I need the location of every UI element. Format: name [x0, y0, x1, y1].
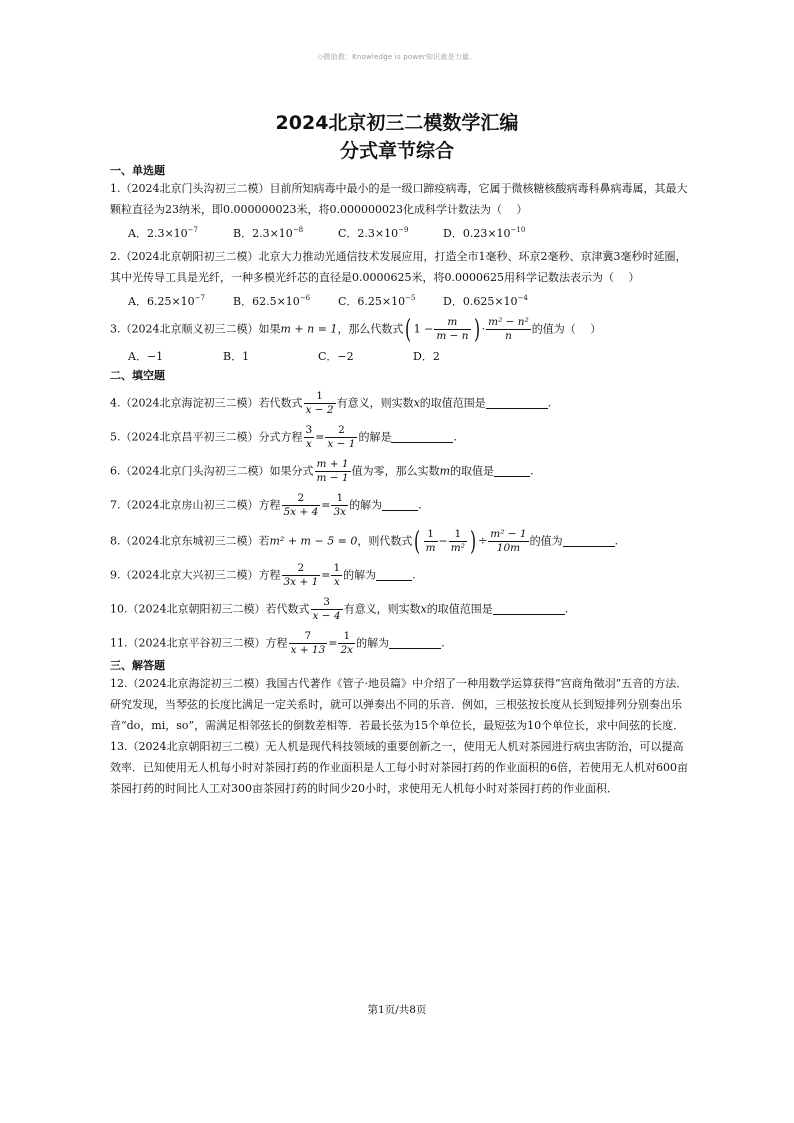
- q2-option-a: A．$6.25\times 10^{-7}$: [128, 294, 205, 308]
- question-3-options: [110, 346, 690, 367]
- question-2: 2.（2024北京朝阳初三二模）北京大力推动光通信技术发展应用，打造全市1毫秒、环京2毫秒、京津冀3毫秒时延圈，其中光传导工具是光纤，一种多模光纤芯的直径是0.0000625米，将0.0000625用科学记数法表示为（ ）: [110, 250, 687, 284]
- fraction: $\frac{m}{m - n}$: [436, 316, 469, 342]
- fraction: $\frac{\text{m² − 1}}{10m}$: [490, 528, 527, 554]
- page-subtitle: 分式章节综合: [339, 140, 454, 162]
- title-block: [0, 110, 794, 164]
- page-number: 第1页/共8页: [367, 1004, 427, 1016]
- q1-option-a: A．$2.3\times 10^{-7}$: [128, 226, 198, 240]
- fraction: $\frac{2}{x - 1}$: [327, 424, 356, 450]
- section-single-choice: 一、单选题: [110, 164, 165, 177]
- question-2-options: [110, 291, 690, 312]
- page-title: 2024北京初三二模数学汇编: [275, 112, 519, 134]
- left-paren: (: [414, 526, 421, 557]
- answer-blank: [494, 464, 530, 477]
- answer-blank: [493, 602, 565, 615]
- fraction: $\frac{m + 1}{m - 1}$: [316, 458, 349, 484]
- fraction: $\frac{1}{x - 2}$: [305, 390, 334, 416]
- fraction: $\frac{3}{x - 4}$: [312, 596, 341, 622]
- question-9: 9.（2024北京大兴初三二模）方程 $\frac{2}{3x + 1}$ = $\frac{1}{x}$ 的解为 .: [110, 562, 416, 588]
- watermark-text: ◇微助教：Knowledge is power知识就是力量。: [317, 53, 477, 61]
- fraction: $\frac{2}{5x + 4}$: [283, 492, 319, 518]
- fraction: $\frac{2}{3x + 1}$: [283, 562, 319, 588]
- right-paren: ): [469, 526, 477, 557]
- right-paren: ): [473, 314, 480, 345]
- question-5: 5.（2024北京昌平初三二模）分式方程 $\frac{3}{x}$ = $\frac{2}{x - 1}$ 的解是 .: [110, 424, 457, 450]
- question-10: 10.（2024北京朝阳初三二模）若代数式 $\frac{3}{x - 4}$ 有意义，则实数x的取值范围是 .: [110, 596, 569, 622]
- question-13: 13.（2024北京朝阳初三二模）无人机是现代科技领域的重要创新之一，使用无人机对茶园进行病虫害防治，可以提高效率．已知使用无人机每小时对茶园打药的作业面积是人工每小时对茶园打药的作业面积的6倍，若使用无人机对600亩茶园打药的时间比人工对300亩茶园打药的时间少20小时，求使用无人机每小时对茶园打药的作业面积．: [110, 740, 688, 795]
- answer-blank: [389, 636, 441, 649]
- fraction: $\frac{1}{3x}$: [333, 492, 347, 518]
- question-11: 11.（2024北京平谷初三二模）方程 $\frac{7}{x + 13}$ = $\frac{1}{2x}$ 的解为 .: [110, 630, 445, 656]
- q1-option-c: C．$2.3\times 10^{-9}$: [338, 226, 409, 240]
- answer-blank: [563, 534, 615, 547]
- q2-option-c: C．$6.25\times 10^{-5}$: [338, 294, 416, 308]
- q3-option-d: D．2: [413, 350, 440, 363]
- q2-option-d: D．$0.625\times 10^{-4}$: [443, 294, 528, 308]
- answer-blank: [382, 498, 418, 511]
- fraction: $\frac{1}{2x}$: [340, 630, 354, 656]
- fraction: $\frac{1}{m}$: [425, 528, 436, 554]
- q1-option-d: D．$0.23\times 10^{-10}$: [443, 226, 526, 240]
- fraction: $\frac{1}{\text{m²}}$: [450, 528, 465, 554]
- answer-blank: [486, 396, 548, 409]
- fraction: $\frac{3}{x}$: [305, 424, 313, 450]
- section-answer: 三、解答题: [110, 659, 165, 672]
- answer-blank: [391, 430, 453, 443]
- question-3: 3.（2024北京顺义初三二模）如果m + n = 1，那么代数式( 1 − $\frac{m}{m - n}$ ) · $\frac{\text{m² − n²}}{n}$ 的值为（ ）: [110, 314, 602, 345]
- question-7: 7.（2024北京房山初三二模）方程 $\frac{2}{5x + 4}$ = $\frac{1}{3x}$ 的解为 .: [110, 492, 422, 518]
- q3-option-c: C．−2: [318, 350, 354, 363]
- section-fill-blank: 二、填空题: [110, 369, 165, 382]
- fraction: $\frac{\text{m² − n²}}{n}$: [488, 316, 529, 342]
- document-body: [110, 162, 690, 799]
- q3-option-a: A．−1: [128, 350, 164, 363]
- question-8: 8.（2024北京东城初三二模）若m² + m − 5 = 0，则代数式( $\frac{1}{m}$ − $\frac{1}{\text{m²}}$ ) ÷ $\frac{\text{m² − 1}}{10m}$ 的值为 .: [110, 526, 619, 557]
- q3-option-b: B．1: [223, 350, 250, 363]
- answer-blank: [376, 568, 412, 581]
- fraction: $\frac{1}{x}$: [333, 562, 341, 588]
- question-12: 12.（2024北京海淀初三二模）我国古代著作《管子·地员篇》中介绍了一种用数学运算获得“宫商角徵羽”五音的方法．研究发现，当琴弦的长度比满足一定关系时，就可以弹奏出不同的乐音．例如，三根弦按长度从长到短排列分别奏出乐音“do，mi，so”，需满足相邻弦长的倒数差相等．若最长弦为15个单位长，最短弦为10个单位长，求中间弦的长度．: [110, 677, 688, 732]
- question-1-options: [110, 223, 690, 244]
- q1-option-b: B．$2.3\times 10^{-8}$: [233, 226, 304, 240]
- question-4: 4.（2024北京海淀初三二模）若代数式 $\frac{1}{x - 2}$ 有意义，则实数x的取值范围是 .: [110, 390, 552, 416]
- question-1: 1.（2024北京门头沟初三二模）目前所知病毒中最小的是一级口蹄疫病毒，它属于微核糖核酸病毒科鼻病毒属，其最大颗粒直径为23纳米，即0.000000023米，将0.000000023化成科学计数法为（ ）: [110, 182, 688, 216]
- left-paren: (: [405, 314, 412, 345]
- question-6: 6.（2024北京门头沟初三二模）如果分式 $\frac{m + 1}{m - 1}$ 值为零，那么实数m的取值是 .: [110, 458, 534, 484]
- q2-option-b: B．$62.5\times 10^{-6}$: [233, 294, 311, 308]
- fraction: $\frac{7}{x + 13}$: [290, 630, 326, 656]
